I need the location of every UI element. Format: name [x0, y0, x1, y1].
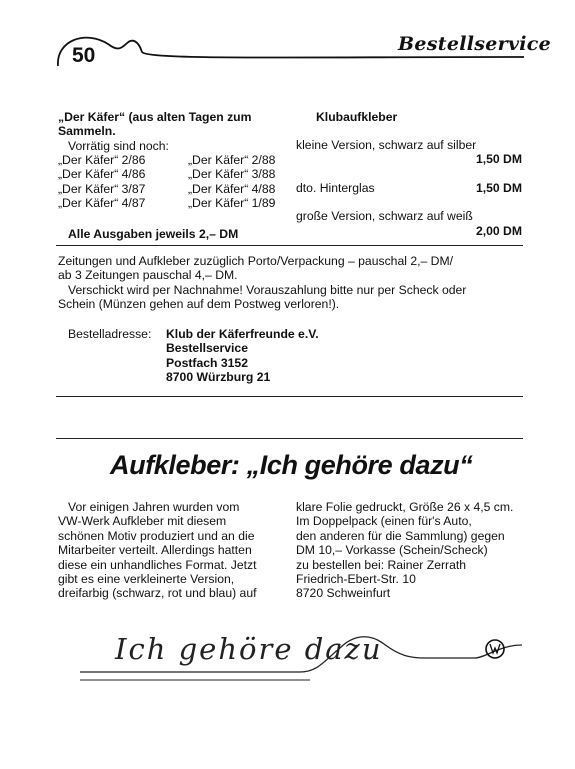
issue-item: „Der Käfer“ 3/88: [188, 167, 276, 182]
sticker-item-label: dto. Hinterglas: [296, 181, 375, 195]
issue-list-right: [188, 153, 275, 211]
order-address: [166, 327, 319, 385]
issue-item: „Der Käfer“ 4/88: [188, 181, 276, 196]
available-label: Vorrätig sind noch:: [68, 139, 169, 153]
shipping-line: Schein (Münzen gehen auf dem Postweg verloren!).: [58, 297, 340, 312]
page-number: 50: [72, 44, 96, 67]
article-line: klare Folie gedruckt, Größe 26 x 4,5 cm.: [296, 500, 514, 514]
article-line: Im Doppelpack (einen für's Auto,: [296, 514, 472, 529]
issue-list-left: [58, 153, 145, 211]
kaefer-heading-line1: „Der Käfer“ (aus alten Tagen zum: [58, 110, 252, 124]
article-left-column: [58, 500, 257, 601]
article-line: Friedrich-Ebert-Str. 10: [296, 572, 416, 587]
sticker-item-price: 2,00 DM: [475, 224, 522, 238]
section-title: Bestellservice: [398, 33, 552, 55]
shipping-line: Zeitungen und Aufkleber zuzüglich Porto/Verpackung – pauschal 2,– DM/: [58, 254, 453, 268]
sticker-script-text: Ich gehöre dazu: [115, 632, 383, 666]
divider: [56, 438, 523, 439]
article-line: 8720 Schweinfurt: [296, 586, 391, 601]
article-line: schönen Motiv produziert und an die: [58, 528, 255, 543]
sticker-item-price: 1,50 DM: [475, 152, 522, 166]
article-line: Mitarbeiter verteilt. Allerdings hatten: [58, 543, 252, 558]
article-line: zu bestellen bei: Rainer Zerrath: [296, 557, 467, 572]
kaefer-heading-line2: Sammeln.: [58, 124, 116, 138]
shipping-line: ab 3 Zeitungen pauschal 4,– DM.: [58, 268, 238, 283]
sticker-item-label: große Version, schwarz auf weiß: [296, 209, 473, 223]
sticker-item-label: kleine Version, schwarz auf silber: [296, 138, 477, 152]
address-line: Postfach 3152: [166, 355, 248, 370]
address-line: Klub der Käferfreunde e.V.: [166, 327, 319, 341]
issue-item: „Der Käfer“ 4/87: [58, 196, 146, 211]
article-line: Vor einigen Jahren wurden vom: [68, 500, 240, 514]
divider: [56, 245, 523, 246]
issue-item: „Der Käfer“ 3/87: [58, 181, 146, 196]
article-line: dreifarbig (schwarz, rot und blau) auf: [58, 586, 257, 601]
article-right-column: [296, 500, 513, 601]
issue-item: „Der Käfer“ 4/86: [58, 167, 146, 182]
issue-item: „Der Käfer“ 1/89: [188, 196, 276, 211]
article-line: DM 10,– Vorkasse (Schein/Scheck): [296, 543, 488, 558]
shipping-line: Verschickt wird per Nachnahme! Vorauszahlung bitte nur per Scheck oder: [68, 282, 467, 297]
address-line: 8700 Würzburg 21: [166, 370, 271, 385]
article-line: gibt es eine verkleinerte Version,: [58, 572, 235, 587]
article-line: diese ein unhandliches Format. Jetzt: [58, 557, 257, 572]
article-line: VW-Werk Aufkleber mit diesem: [58, 514, 227, 529]
article-line: den anderen für die Sammlung) gegen: [296, 528, 505, 543]
issue-item: „Der Käfer“ 2/86: [58, 153, 146, 167]
sticker-item-price: 1,50 DM: [475, 181, 522, 195]
article-title: Aufkleber: „Ich gehöre dazu“: [110, 450, 473, 480]
address-line: Bestellservice: [166, 341, 248, 356]
price-note: Alle Ausgaben jeweils 2,– DM: [68, 227, 239, 241]
order-address-label: Bestelladresse:: [68, 327, 152, 341]
shipping-text: [58, 254, 466, 312]
divider: [56, 396, 523, 397]
issue-item: „Der Käfer“ 2/88: [188, 153, 276, 167]
klub-sticker-heading: Klubaufkleber: [316, 110, 398, 124]
